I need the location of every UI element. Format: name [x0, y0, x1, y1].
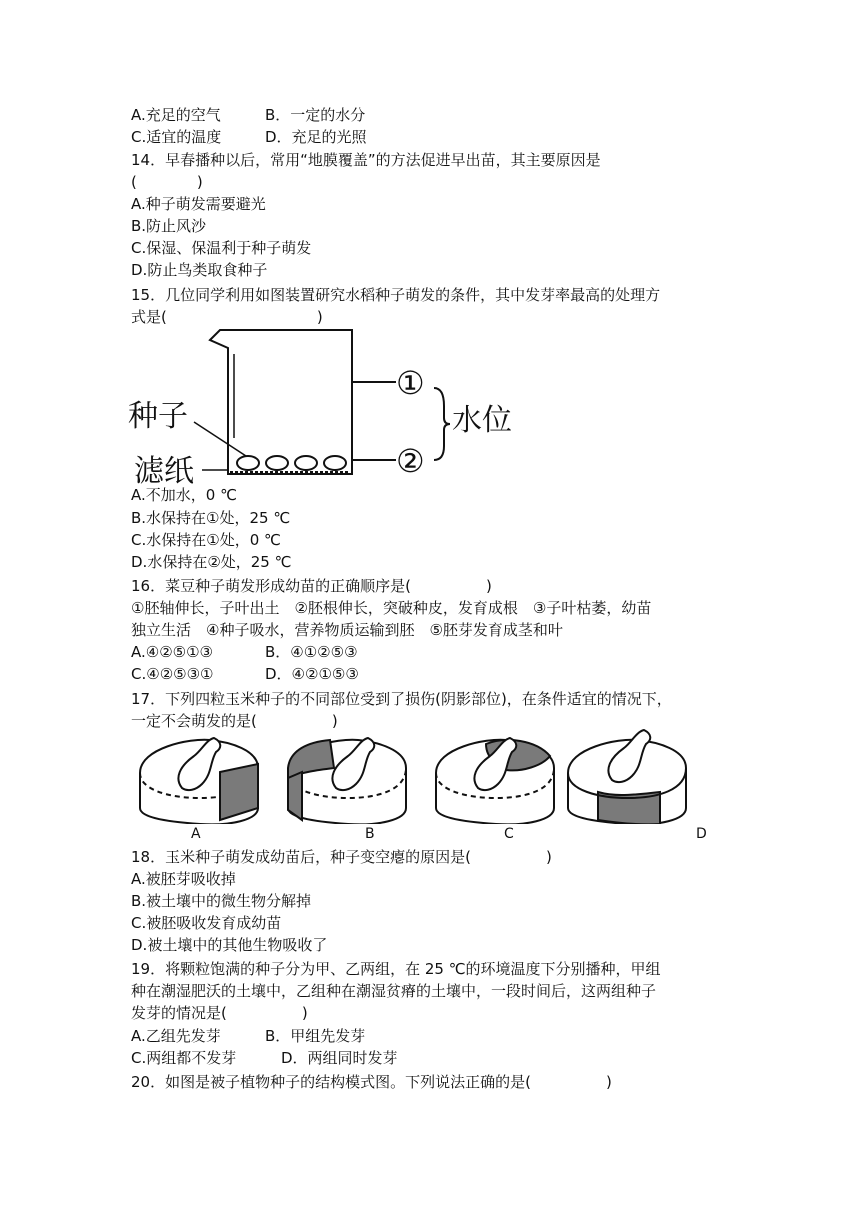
q16-steps-line2: 独立生活 ④种子吸水，营养物质运输到胚 ⑤胚芽发育成茎和叶 — [131, 621, 563, 639]
q19-stem-line1: 19．将颗粒饱满的种子分为甲、乙两组，在 25 ℃的环境温度下分别播种，甲组 — [131, 960, 661, 978]
q16-options-row1 — [131, 641, 731, 663]
q15-stem-line2: 式是( ) — [131, 308, 323, 326]
water-level-label: 水位 — [452, 403, 512, 438]
q13-option-c: C.适宜的温度 — [131, 128, 222, 146]
q18-option-c: C.被胚吸收发育成幼苗 — [131, 914, 282, 932]
q19-options-row2 — [131, 1047, 731, 1069]
water-level-brace — [434, 388, 450, 460]
q16-stem: 16．菜豆种子萌发形成幼苗的正确顺序是( ) — [131, 577, 492, 595]
filter-paper-label: 滤纸 — [134, 454, 194, 488]
q16-steps-line1: ①胚轴伸长，子叶出土 ②胚根伸长，突破种皮，发育成根 ③子叶枯萎，幼苗 — [131, 599, 652, 617]
q17-label-b: B — [365, 826, 375, 842]
seed-leader-line — [194, 422, 246, 456]
q17-stem-line1: 17．下列四粒玉米种子的不同部位受到了损伤(阴影部位)，在条件适宜的情况下， — [131, 690, 672, 708]
q19-stem-line3: 发芽的情况是( ) — [131, 1004, 308, 1022]
corn-seed-c — [436, 738, 554, 824]
q14-option-b: B.防止风沙 — [131, 217, 207, 235]
q17-corn-seeds-figure — [130, 728, 690, 824]
beaker-outline — [210, 330, 352, 474]
q13-options-row1 — [131, 104, 731, 126]
seed — [324, 456, 346, 470]
q14-option-d: D.防止鸟类取食种子 — [131, 261, 268, 279]
q19-option-a: A.乙组先发芽 — [131, 1027, 221, 1045]
q15-option-b: B.水保持在①处，25 ℃ — [131, 509, 291, 527]
q15-option-a: A.不加水，0 ℃ — [131, 486, 237, 504]
q19-option-b: B．甲组先发芽 — [265, 1027, 366, 1045]
q18-option-b: B.被土壤中的微生物分解掉 — [131, 892, 312, 910]
q13-option-a: A.充足的空气 — [131, 106, 221, 124]
water-level-2-mark: ② — [396, 442, 425, 480]
q16-options-row2 — [131, 663, 731, 685]
q16-option-b: B．④①②⑤③ — [265, 643, 358, 661]
corn-seed-d — [568, 730, 686, 824]
q17-label-c: C — [504, 826, 514, 842]
q14-option-c: C.保湿、保温利于种子萌发 — [131, 239, 312, 257]
q18-option-a: A.被胚芽吸收掉 — [131, 870, 236, 888]
q18-option-d: D.被土壤中的其他生物吸收了 — [131, 936, 328, 954]
q17-stem-line2: 一定不会萌发的是( ) — [131, 712, 338, 730]
q19-stem-line2: 种在潮湿肥沃的土壤中，乙组种在潮湿贫瘠的土壤中，一段时间后，这两组种子 — [131, 982, 657, 1000]
q15-stem-line1: 15．几位同学利用如图装置研究水稻种子萌发的条件，其中发芽率最高的处理方 — [131, 286, 661, 304]
q19-options-row1 — [131, 1025, 731, 1047]
q15-option-c: C.水保持在①处，0 ℃ — [131, 531, 281, 549]
q13-options-row2 — [131, 126, 731, 148]
corn-seed-a — [140, 738, 258, 824]
corn-seed-b — [288, 738, 406, 824]
seed — [295, 456, 317, 470]
q16-option-d: D．④②①⑤③ — [265, 665, 359, 683]
q14-option-a: A.种子萌发需要避光 — [131, 195, 266, 213]
water-level-1-mark: ① — [396, 364, 425, 402]
q20-stem: 20．如图是被子植物种子的结构模式图。下列说法正确的是( ) — [131, 1073, 612, 1091]
q16-option-a: A.④②⑤①③ — [131, 643, 214, 661]
seed — [266, 456, 288, 470]
q13-option-b: B．一定的水分 — [265, 106, 366, 124]
q15-option-d: D.水保持在②处，25 ℃ — [131, 553, 292, 571]
q15-beaker-figure — [120, 326, 520, 488]
q14-stem: 14．早春播种以后，常用“地膜覆盖”的方法促进早出苗，其主要原因是 — [131, 151, 601, 169]
q14-answer-paren: ( ) — [131, 173, 203, 191]
q19-option-c: C.两组都不发芽 — [131, 1049, 237, 1067]
q17-label-a: A — [191, 826, 201, 842]
q19-option-d: D．两组同时发芽 — [281, 1049, 398, 1067]
seed-label: 种子 — [128, 399, 188, 434]
seed — [237, 456, 259, 470]
q13-option-d: D．充足的光照 — [265, 128, 367, 146]
q16-option-c: C.④②⑤③① — [131, 665, 214, 683]
q18-stem: 18．玉米种子萌发成幼苗后，种子变空瘪的原因是( ) — [131, 848, 552, 866]
q17-label-d: D — [696, 826, 707, 842]
